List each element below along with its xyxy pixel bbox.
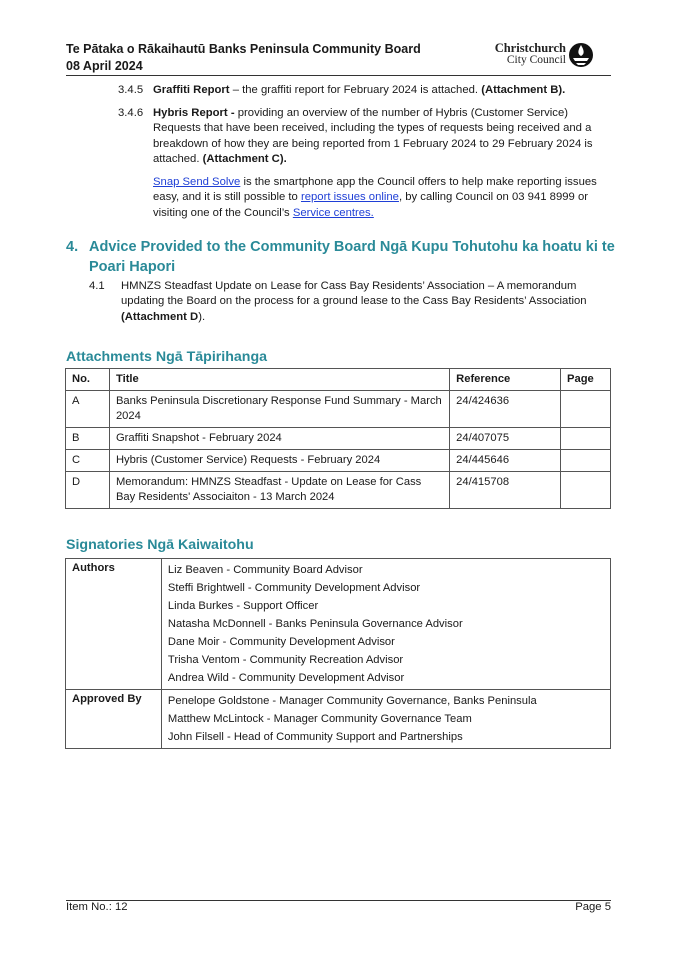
report-issues-link[interactable]: report issues online bbox=[300, 191, 399, 204]
attachment-ref: 24/424636 bbox=[450, 391, 561, 428]
council-logo bbox=[494, 40, 598, 70]
table-header-row bbox=[66, 369, 611, 391]
paragraph-text: , by calling Council on 03 941 8999 or visiting one of the Council’s bbox=[153, 191, 588, 219]
item-bold: Hybris Report - bbox=[153, 107, 235, 119]
approved-row bbox=[66, 690, 611, 749]
authors-list bbox=[161, 559, 610, 690]
logo-line1: Christchurch bbox=[494, 41, 566, 55]
board-name: Te Pātaka o Rākaihautū Banks Peninsula Community Board bbox=[66, 42, 421, 56]
attachment-no: B bbox=[66, 428, 110, 450]
service-centres-link[interactable]: Service centres. bbox=[292, 206, 374, 219]
header-rule bbox=[66, 75, 611, 76]
footer-item-no: Item No.: 12 bbox=[66, 901, 128, 913]
attachment-title: Banks Peninsula Discretionary Response Fund Summary - March 2024 bbox=[109, 391, 449, 428]
section-number: 4. bbox=[66, 239, 79, 255]
column-header: Page bbox=[561, 369, 611, 391]
approved-label: Approved By bbox=[66, 690, 162, 749]
attachment-ref: 24/415708 bbox=[450, 472, 561, 509]
attachment-page bbox=[561, 391, 611, 428]
approver-entry: Penelope Goldstone - Manager Community Governance, Banks Peninsula bbox=[167, 695, 537, 707]
author-entry: Liz Beaven - Community Board Advisor bbox=[167, 564, 363, 576]
attachment-ref: 24/445646 bbox=[450, 450, 561, 472]
item-hybris-report bbox=[153, 106, 613, 167]
author-entry: Linda Burkes - Support Officer bbox=[167, 600, 319, 612]
attachment-no: C bbox=[66, 450, 110, 472]
approver-entry: Matthew McLintock - Manager Community Governance Team bbox=[167, 713, 472, 725]
item-text: HMNZS Steadfast Update on Lease for Cass Bay Residents’ Association – A memorandum updating the Board on the process for a ground lease to the Cass Bay Residents’ Association bbox=[121, 280, 587, 308]
author-entry: Steffi Brightwell - Community Development Advisor bbox=[167, 582, 421, 594]
item-number: 4.1 bbox=[89, 280, 105, 292]
section-4-heading bbox=[66, 237, 616, 277]
table-row bbox=[66, 391, 611, 428]
signatories-heading: Signatories Ngā Kaiwaitohu bbox=[66, 537, 254, 553]
attachment-ref: (Attachment C). bbox=[202, 152, 287, 165]
footer-rule bbox=[66, 900, 611, 901]
author-entry: Trisha Ventom - Community Recreation Advisor bbox=[167, 654, 404, 666]
attachment-ref: 24/407075 bbox=[450, 428, 561, 450]
footer-page-number: Page 5 bbox=[575, 901, 611, 913]
attachments-table bbox=[65, 368, 611, 509]
item-bold: Graffiti Report bbox=[153, 84, 230, 96]
item-text: providing an overview of the number of Hybris (Customer Service) Requests that have been received, including the types of requests being received and a breakdown of how they are being reported from 1 February 2024 to 29 February 2024 is attached. bbox=[153, 107, 593, 165]
document-header bbox=[66, 41, 486, 75]
meeting-date: 08 April 2024 bbox=[66, 59, 143, 73]
attachment-no: A bbox=[66, 391, 110, 428]
authors-row bbox=[66, 559, 611, 690]
council-emblem-icon bbox=[568, 42, 594, 68]
logo-line2: City Council bbox=[506, 54, 566, 66]
paragraph-text: is the smartphone app the Council offers to help make reporting issues easy, and it is still possible to bbox=[153, 176, 597, 204]
table-row bbox=[66, 472, 611, 509]
attachment-ref: (Attachment B). bbox=[481, 84, 566, 96]
item-graffiti-report bbox=[153, 83, 613, 98]
table-row bbox=[66, 428, 611, 450]
attachment-title: Memorandum: HMNZS Steadfast - Update on Lease for Cass Bay Residents' Associaiton - 13 March 2024 bbox=[109, 472, 449, 509]
snap-send-solve-link[interactable]: Snap Send Solve bbox=[153, 176, 241, 188]
authors-label: Authors bbox=[66, 559, 162, 690]
attachment-page bbox=[561, 472, 611, 509]
author-entry: Natasha McDonnell - Banks Peninsula Governance Advisor bbox=[167, 618, 463, 630]
attachment-ref: (Attachment D bbox=[121, 310, 199, 323]
section-title: Advice Provided to the Community Board Ngā Kupu Tohutohu ka hoatu ki te Poari Hapori bbox=[89, 239, 615, 275]
attachments-heading: Attachments Ngā Tāpirihanga bbox=[66, 349, 268, 365]
author-entry: Andrea Wild - Community Development Advisor bbox=[167, 672, 405, 684]
column-header: Reference bbox=[450, 369, 561, 391]
author-entry: Dane Moir - Community Development Advisor bbox=[167, 636, 395, 648]
attachment-title: Graffiti Snapshot - February 2024 bbox=[109, 428, 449, 450]
approver-entry: John Filsell - Head of Community Support and Partnerships bbox=[167, 731, 463, 743]
item-text-end: ). bbox=[198, 310, 206, 323]
item-hmnzs-steadfast bbox=[121, 279, 606, 325]
attachment-title: Hybris (Customer Service) Requests - February 2024 bbox=[109, 450, 449, 472]
column-header: No. bbox=[66, 369, 110, 391]
table-row bbox=[66, 450, 611, 472]
item-number: 3.4.6 bbox=[118, 107, 144, 119]
attachment-page bbox=[561, 450, 611, 472]
column-header: Title bbox=[109, 369, 449, 391]
signatories-table bbox=[65, 558, 611, 749]
approved-list bbox=[161, 690, 610, 749]
attachment-page bbox=[561, 428, 611, 450]
attachment-no: D bbox=[66, 472, 110, 509]
item-text: – the graffiti report for February 2024 is attached. bbox=[229, 84, 482, 96]
snap-send-solve-paragraph bbox=[153, 175, 613, 221]
item-number: 3.4.5 bbox=[118, 84, 144, 96]
